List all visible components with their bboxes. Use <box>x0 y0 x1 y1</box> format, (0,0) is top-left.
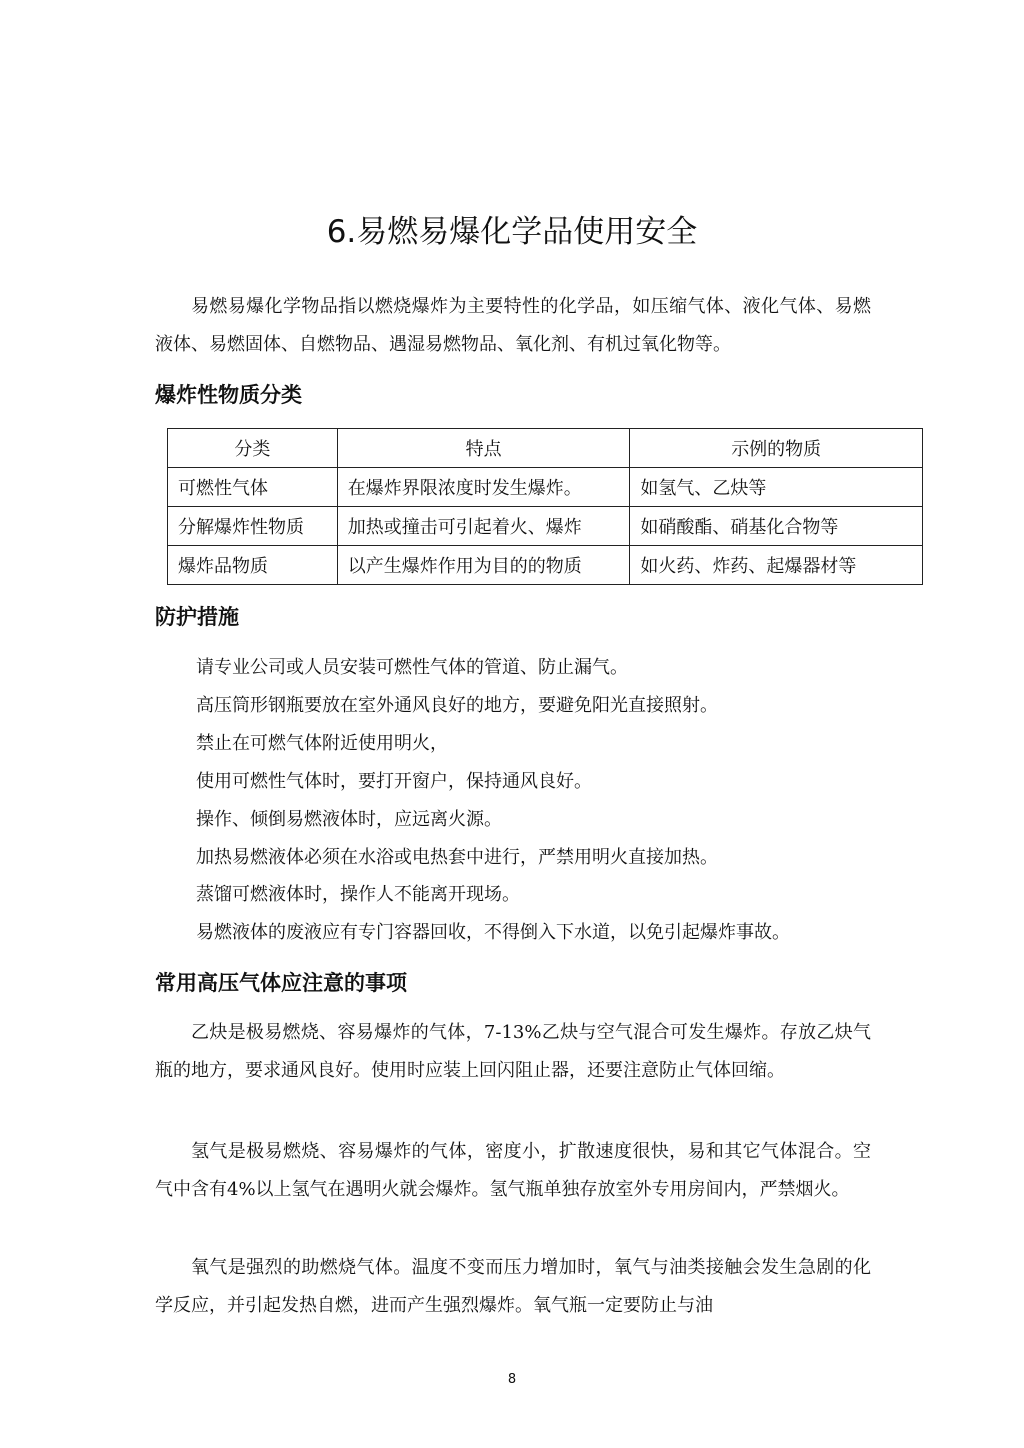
section-heading-protective-measures: 防护措施 <box>155 605 239 629</box>
measure-item: 蒸馏可燃液体时，操作人不能离开现场。 <box>196 884 520 905</box>
section-heading-high-pressure-gases: 常用高压气体应注意的事项 <box>155 971 407 995</box>
table-row <box>168 546 923 585</box>
page-number: 8 <box>507 1372 517 1387</box>
table-row <box>168 468 923 507</box>
table-cell: 爆炸品物质 <box>168 546 338 585</box>
section-heading-explosive-classification: 爆炸性物质分类 <box>155 383 302 407</box>
table-cell: 以产生爆炸作用为目的的物质 <box>337 546 630 585</box>
gas-paragraph-acetylene: 乙炔是极易燃烧、容易爆炸的气体，7-13%乙炔与空气混合可发生爆炸。存放乙炔气瓶的地方，要求通风良好。使用时应装上回闪阻止器，还要注意防止气体回缩。 <box>155 1022 871 1081</box>
table-header-cell: 示例的物质 <box>630 429 923 468</box>
gas-paragraph-hydrogen: 氢气是极易燃烧、容易爆炸的气体，密度小，扩散速度很快，易和其它气体混合。空气中含有4%以上氢气在遇明火就会爆炸。氢气瓶单独存放室外专用房间内，严禁烟火。 <box>155 1141 871 1200</box>
table-cell: 如硝酸酯、硝基化合物等 <box>630 507 923 546</box>
measure-item: 使用可燃性气体时，要打开窗户，保持通风良好。 <box>196 771 592 792</box>
table-cell: 加热或撞击可引起着火、爆炸 <box>337 507 630 546</box>
table-cell: 可燃性气体 <box>168 468 338 507</box>
measure-item: 请专业公司或人员安装可燃性气体的管道、防止漏气。 <box>196 657 628 678</box>
table-row <box>168 507 923 546</box>
explosive-classification-table <box>167 428 923 585</box>
measure-item: 高压筒形钢瓶要放在室外通风良好的地方，要避免阳光直接照射。 <box>196 695 718 716</box>
measure-item: 易燃液体的废液应有专门容器回收，不得倒入下水道，以免引起爆炸事故。 <box>196 922 790 943</box>
measure-item: 加热易燃液体必须在水浴或电热套中进行，严禁用明火直接加热。 <box>196 847 718 868</box>
table-cell: 在爆炸界限浓度时发生爆炸。 <box>337 468 630 507</box>
measure-item: 禁止在可燃气体附近使用明火， <box>196 733 448 754</box>
page-title: 6.易燃易爆化学品使用安全 <box>326 214 698 250</box>
table-cell: 如火药、炸药、起爆器材等 <box>630 546 923 585</box>
table-cell: 分解爆炸性物质 <box>168 507 338 546</box>
table-header-row <box>168 429 923 468</box>
gas-paragraph-oxygen: 氧气是强烈的助燃烧气体。温度不变而压力增加时，氧气与油类接触会发生急剧的化学反应，并引起发热自燃，进而产生强烈爆炸。氧气瓶一定要防止与油 <box>155 1257 871 1316</box>
table-header-cell: 特点 <box>337 429 630 468</box>
measure-item: 操作、倾倒易燃液体时，应远离火源。 <box>196 809 502 830</box>
table-header-cell: 分类 <box>168 429 338 468</box>
intro-paragraph: 易燃易爆化学物品指以燃烧爆炸为主要特性的化学品，如压缩气体、液化气体、易燃液体、易燃固体、自燃物品、遇湿易燃物品、氧化剂、有机过氧化物等。 <box>155 296 871 355</box>
table-cell: 如氢气、乙炔等 <box>630 468 923 507</box>
